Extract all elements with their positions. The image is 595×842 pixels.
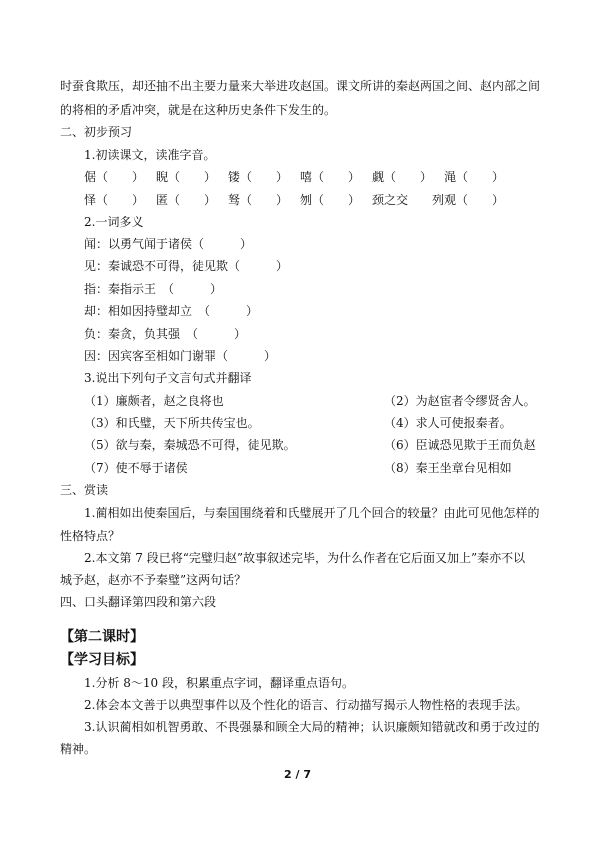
sentence-item: （3）和氏璧，天下所共传宝也。 bbox=[84, 416, 260, 430]
question-1: 1.初读课文，读准字音。 bbox=[84, 148, 216, 162]
sentence-item: （1）廉颇者，赵之良将也 bbox=[84, 394, 224, 408]
sentence-item: （6）臣诚恐见欺于王而负赵 bbox=[384, 438, 536, 452]
goal-3-line1: 3.认识蔺相如机智勇敢、不畏强暴和顾全大局的精神；认识廉颇知错就改和勇于改过的 bbox=[84, 720, 540, 734]
pinyin-item: 怿（ ） bbox=[84, 193, 145, 207]
sentence-item: （5）欲与秦，秦城恐不可得，徒见欺。 bbox=[84, 438, 296, 452]
pinyin-row-2 bbox=[84, 192, 504, 208]
lesson-2-title: 【第二课时】 bbox=[60, 629, 144, 645]
polysemy-item: 负：秦贪，负其强 （ ） bbox=[84, 327, 247, 341]
polysemy-item: 闻：以勇气闻于诸侯（ ） bbox=[84, 237, 253, 251]
appreciation-q2-line2: 城予赵，赵亦不予秦璧”这两句话？ bbox=[60, 573, 247, 587]
intro-line-1: 时蚕食欺压，却还抽不出主要力量来大举进攻赵国。课文所讲的秦赵两国之间、赵内部之间 bbox=[60, 79, 541, 93]
page-number: 2 / 7 bbox=[284, 768, 311, 781]
sentence-item: （8）秦王坐章台见相如 bbox=[384, 461, 512, 475]
pinyin-item: 列观（ ） bbox=[432, 193, 505, 207]
section-2-title: 二、初步预习 bbox=[60, 125, 133, 139]
learning-goals-title: 【学习目标】 bbox=[60, 652, 144, 668]
goal-1: 1.分析 8～10 段，积累重点字词，翻译重点语句。 bbox=[84, 676, 354, 690]
pinyin-item: 渑（ ） bbox=[444, 170, 505, 184]
pinyin-item: 倨（ ） bbox=[84, 170, 145, 184]
polysemy-item: 却：相如因持璧却立 （ ） bbox=[84, 304, 259, 318]
question-3: 3.说出下列句子文言句式并翻译 bbox=[84, 371, 252, 385]
section-3-title: 三、赏读 bbox=[60, 483, 109, 497]
polysemy-item: 见：秦诚恐不可得，徒见欺（ ） bbox=[84, 259, 289, 273]
goal-2: 2.体会本文善于以典型事件以及个性化的语言、行动描写揭示人物性格的表现手法。 bbox=[84, 698, 528, 712]
appreciation-q2-line1: 2.本文第 7 段已将“完璧归赵”故事叙述完毕，为什么作者在它后面又加上”秦亦不以 bbox=[84, 551, 526, 565]
sentence-item: （2）为赵宦者令缪贤舍人。 bbox=[384, 394, 536, 408]
polysemy-item: 因：因宾客至相如门谢罪（ ） bbox=[84, 349, 277, 363]
pinyin-item: 嘻（ ） bbox=[300, 170, 361, 184]
pinyin-row-1 bbox=[84, 169, 516, 185]
polysemy-item: 指：秦指示王 （ ） bbox=[84, 282, 223, 296]
intro-line-2: 的将相的矛盾冲突，就是在这种历史条件下发生的。 bbox=[60, 103, 337, 117]
pinyin-item: 觑（ ） bbox=[372, 170, 433, 184]
question-2: 2.一词多义 bbox=[84, 215, 144, 229]
pinyin-item: 刎（ ） bbox=[300, 193, 361, 207]
pinyin-item: 颈之交 bbox=[372, 193, 409, 207]
sentence-item: （7）使不辱于诸侯 bbox=[84, 461, 188, 475]
pinyin-item: 镂（ ） bbox=[228, 170, 289, 184]
appreciation-q1-line2: 性格特点？ bbox=[60, 529, 121, 543]
appreciation-q1-line1: 1.蔺相如出使秦国后，与秦国围绕着和氏璧展开了几个回合的较量？由此可见他怎样的 bbox=[84, 506, 540, 520]
pinyin-item: 驽（ ） bbox=[228, 193, 289, 207]
pinyin-item: 匿（ ） bbox=[156, 193, 217, 207]
goal-3-line2: 精神。 bbox=[60, 742, 97, 756]
sentence-item: （4）求人可使报秦者。 bbox=[384, 416, 512, 430]
section-4-title: 四、口头翻译第四段和第六段 bbox=[60, 595, 217, 609]
pinyin-item: 睨（ ） bbox=[156, 170, 217, 184]
